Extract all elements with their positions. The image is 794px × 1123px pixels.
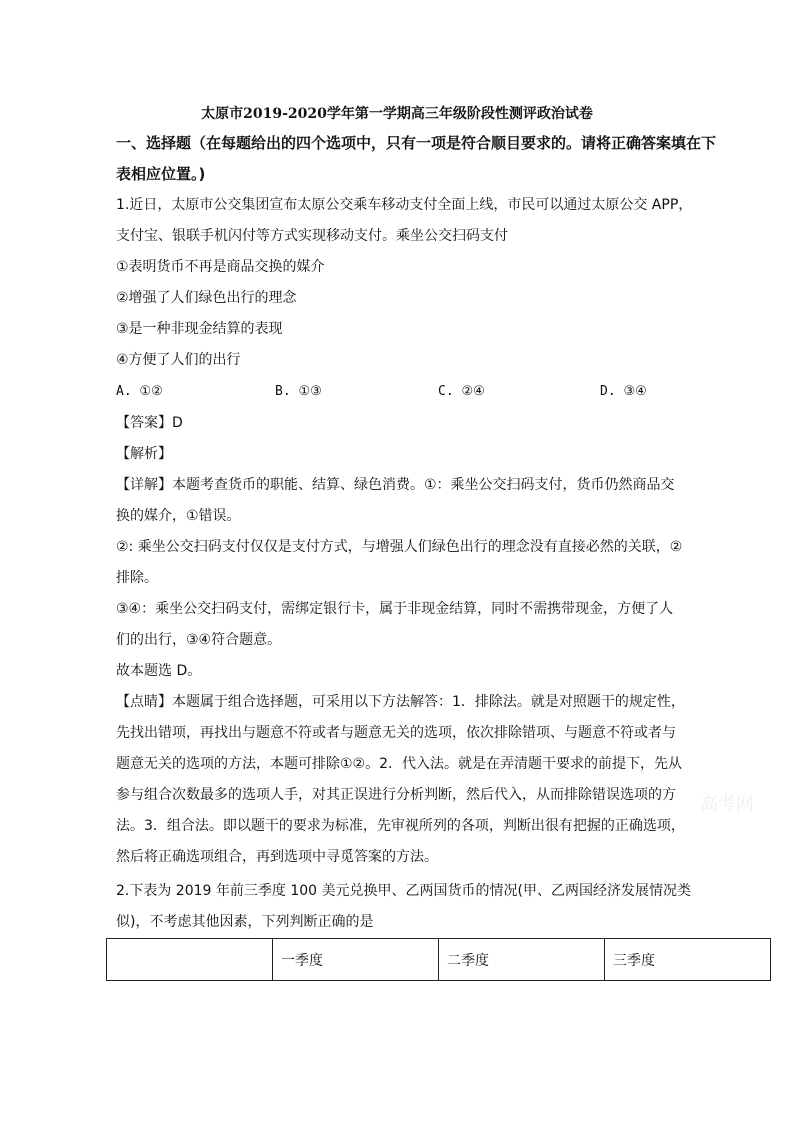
q1-tip-line: 题意无关的选项的方法，本题可排除①②。2．代入法。就是在弄清题干要求的前提下，先从 xyxy=(116,756,683,772)
q1-detail-line: 【详解】本题考查货币的职能、结算、绿色消费。①：乘坐公交扫码支付，货币仍然商品交 xyxy=(116,477,675,493)
page-title: 太原市2019-2020学年第一学期高三年级阶段性测评政治试卷 xyxy=(201,106,593,122)
q1-detail-line: 排除。 xyxy=(116,570,158,586)
q1-answer: 【答案】D xyxy=(116,415,183,431)
q1-item-4: ④方便了人们的出行 xyxy=(116,352,241,368)
q1-item-2: ②增强了人们绿色出行的理念 xyxy=(116,290,297,306)
q1-option-a: A. ①② xyxy=(116,384,163,399)
q1-tip-line: 参与组合次数最多的选项人手，对其正误进行分析判断，然后代入，从而排除错误选项的方 xyxy=(116,787,676,803)
q2-stem-line1: 2.下表为 2019 年前三季度 100 美元兑换甲、乙两国货币的情况(甲、乙两国经济发展情况类 xyxy=(116,883,691,899)
q1-stem-line1: 1.近日，太原市公交集团宣布太原公交乘车移动支付全面上线，市民可以通过太原公交 APP， xyxy=(116,197,693,213)
q1-detail-line: 故本题选 D。 xyxy=(116,663,202,679)
watermark: 高考网 xyxy=(700,794,754,815)
q1-option-c: C. ②④ xyxy=(438,384,485,399)
q2-stem-line2: 似)，不考虑其他因素，下列判断正确的是 xyxy=(116,914,374,930)
q1-option-b: B. ①③ xyxy=(275,384,322,399)
q1-analysis-label: 【解析】 xyxy=(116,446,172,462)
q1-detail-line: 换的媒介，①错误。 xyxy=(116,508,241,524)
q1-tip-line: 【点睛】本题属于组合选择题，可采用以下方法解答：1．排除法。就是对照题干的规定性， xyxy=(116,694,685,710)
q1-option-d: D. ③④ xyxy=(600,384,647,399)
section-heading-line1: 一、选择题（在每题给出的四个选项中，只有一项是符合顺目要求的。请将正确答案填在下 xyxy=(116,134,717,152)
q2-header-cell: 三季度 xyxy=(605,939,771,981)
q1-stem-line2: 支付宝、银联手机闪付等方式实现移动支付。乘坐公交扫码支付 xyxy=(116,228,508,244)
q1-detail-line: ②: 乘坐公交扫码支付仅仅是支付方式，与增强人们绿色出行的理念没有直接必然的关联，② xyxy=(116,539,683,555)
q1-tip-line: 法。3．组合法。即以题干的要求为标准，先审视所列的各项，判断出很有把握的正确选项， xyxy=(116,818,685,834)
q1-item-1: ①表明货币不再是商品交换的媒介 xyxy=(116,259,325,275)
q2-table xyxy=(106,938,771,981)
q2-table-header-row xyxy=(107,939,771,981)
q2-header-cell: 二季度 xyxy=(439,939,605,981)
q2-header-cell xyxy=(107,939,273,981)
q1-tip-line: 然后将正确选项组合，再到选项中寻觅答案的方法。 xyxy=(116,849,438,865)
section-heading-line2: 表相应位置。) xyxy=(116,165,206,183)
q1-tip-line: 先找出错项，再找出与题意不符或者与题意无关的选项，依次排除错项、与题意不符或者与 xyxy=(116,725,676,741)
q2-header-cell: 一季度 xyxy=(273,939,439,981)
q1-detail-line: ③④：乘坐公交扫码支付，需绑定银行卡，属于非现金结算，同时不需携带现金，方便了人 xyxy=(116,601,674,617)
q1-detail-line: 们的出行，③④符合题意。 xyxy=(116,632,282,648)
q1-item-3: ③是一种非现金结算的表现 xyxy=(116,321,283,337)
